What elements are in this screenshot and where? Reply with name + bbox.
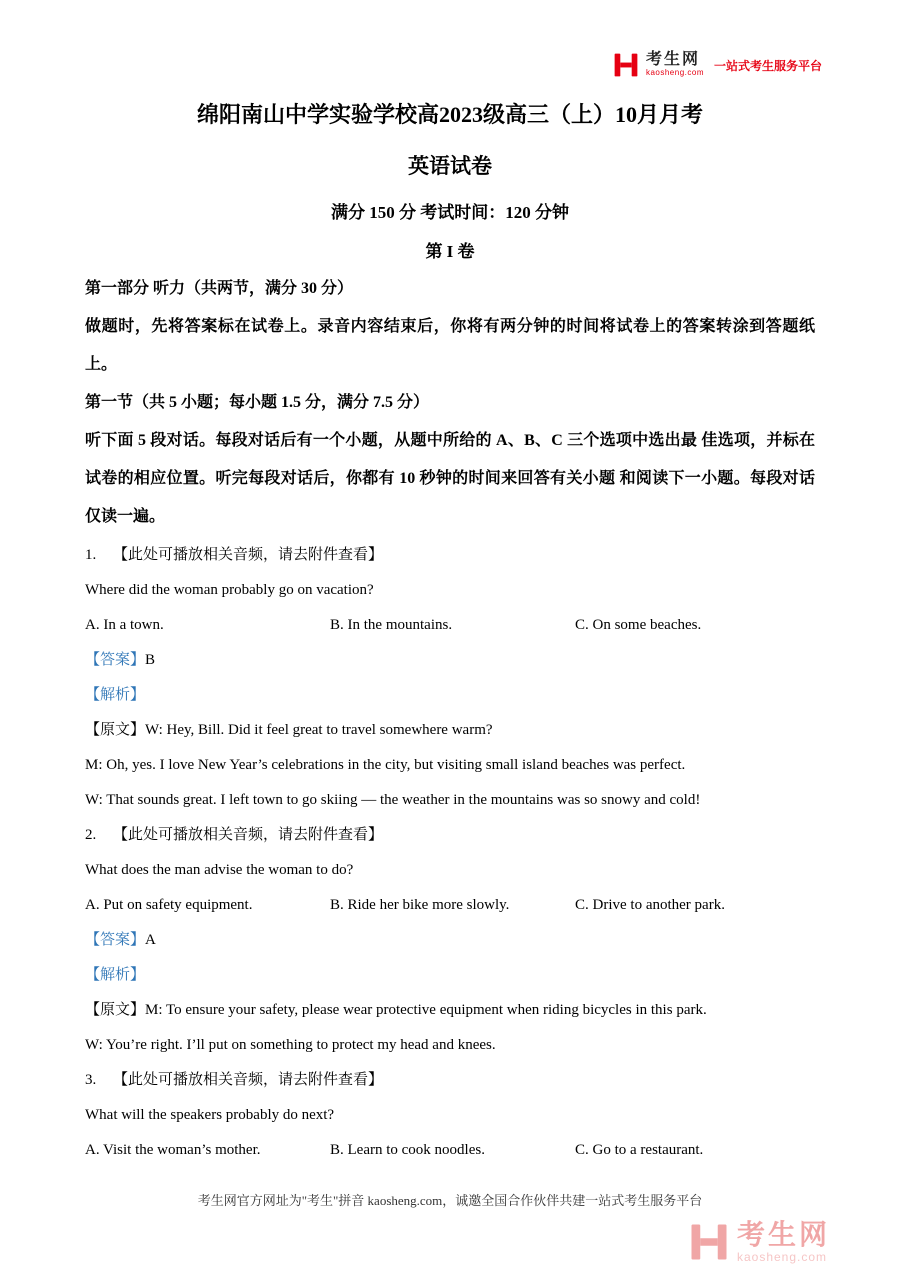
analysis-label: 【解析】 bbox=[85, 686, 146, 703]
option-a: A. Put on safety equipment. bbox=[85, 896, 253, 913]
analysis-line bbox=[85, 958, 815, 993]
section1-note: 听下面 5 段对话。每段对话后有一个小题，从题中所给的 A、B、C 三个选项中选出最 佳选项，并标在试卷的相应位置。听完每段对话后，你都有 10 秒钟的时间来回答有关小题 和阅读下一小题。每段对话仅读一遍。 bbox=[85, 431, 815, 525]
option-a: A. In a town. bbox=[85, 616, 164, 633]
audio-placeholder: 【此处可播放相关音频，请去附件查看】 bbox=[113, 546, 384, 563]
kaosheng-header-logo bbox=[613, 52, 822, 78]
question-1 bbox=[85, 538, 815, 818]
option-c: C. On some beaches. bbox=[575, 616, 702, 633]
option-b: B. Learn to cook noodles. bbox=[330, 1141, 485, 1158]
question-number: 2. bbox=[85, 826, 97, 843]
option-a: A. Visit the woman’s mother. bbox=[85, 1141, 261, 1158]
brand-tagline: 一站式考生服务平台 bbox=[713, 58, 822, 73]
score-and-time-line: 满分 150 分 考试时间：120 分钟 bbox=[331, 202, 569, 222]
answer-label: 【答案】 bbox=[85, 931, 146, 948]
options-row bbox=[85, 608, 815, 643]
part1-note: 做题时，先将答案标在试卷上。录音内容结束后，你将有两分钟的时间将试卷上的答案转涂到答题纸上。 bbox=[85, 317, 815, 373]
answer-value: B bbox=[145, 651, 156, 668]
transcript-line: W: You’re right. I’ll put on something to protect my head and knees. bbox=[85, 1036, 496, 1053]
question-number: 1. bbox=[85, 546, 97, 563]
question-2 bbox=[85, 818, 815, 1063]
kaosheng-watermark bbox=[689, 1221, 830, 1263]
question-text: What will the speakers probably do next? bbox=[85, 1106, 335, 1123]
options-row bbox=[85, 1133, 815, 1168]
transcript-text: W: Hey, Bill. Did it feel great to travel somewhere warm? bbox=[145, 721, 493, 738]
watermark-domain: kaosheng.com bbox=[736, 1250, 828, 1264]
section1-heading: 第一节（共 5 小题；每小题 1.5 分，满分 7.5 分） bbox=[85, 393, 430, 411]
exam-subtitle: 英语试卷 bbox=[408, 153, 492, 178]
audio-line bbox=[85, 1063, 815, 1098]
kaosheng-watermark-icon bbox=[689, 1222, 729, 1262]
option-b: B. In the mountains. bbox=[330, 616, 453, 633]
transcript-label: 【原文】 bbox=[85, 721, 146, 738]
option-c: C. Go to a restaurant. bbox=[575, 1141, 704, 1158]
audio-placeholder: 【此处可播放相关音频，请去附件查看】 bbox=[113, 826, 384, 843]
options-row bbox=[85, 888, 815, 923]
answer-line bbox=[85, 923, 815, 958]
answer-line bbox=[85, 643, 815, 678]
audio-placeholder: 【此处可播放相关音频，请去附件查看】 bbox=[113, 1071, 384, 1088]
audio-line bbox=[85, 538, 815, 573]
answer-value: A bbox=[145, 931, 156, 948]
option-b: B. Ride her bike more slowly. bbox=[330, 896, 510, 913]
transcript-line: W: That sounds great. I left town to go skiing — the weather in the mountains was so snowy and cold! bbox=[85, 791, 701, 808]
audio-line bbox=[85, 818, 815, 853]
footer-text: 考生网官方网址为"考生"拼音 kaosheng.com，诚邀全国合作伙伴共建一站式考生服务平台 bbox=[197, 1193, 703, 1208]
analysis-label: 【解析】 bbox=[85, 966, 146, 983]
watermark-text-block bbox=[737, 1221, 830, 1263]
transcript-line bbox=[85, 993, 815, 1028]
questions-area bbox=[85, 538, 815, 1168]
option-c: C. Drive to another park. bbox=[575, 896, 725, 913]
kaosheng-logo-icon bbox=[613, 52, 639, 78]
question-text: Where did the woman probably go on vacation? bbox=[85, 581, 374, 598]
watermark-brand: 考生网 bbox=[736, 1219, 830, 1250]
transcript-text: M: To ensure your safety, please wear protective equipment when riding bicycles in this park. bbox=[145, 1001, 707, 1018]
transcript-line: M: Oh, yes. I love New Year’s celebrations in the city, but visiting small island beaches was perfect. bbox=[85, 756, 686, 773]
analysis-line bbox=[85, 678, 815, 713]
volume-heading: 第 I 卷 bbox=[425, 241, 475, 261]
question-text: What does the man advise the woman to do? bbox=[85, 861, 354, 878]
part1-heading: 第一部分 听力（共两节，满分 30 分） bbox=[85, 279, 354, 297]
transcript-line bbox=[85, 713, 815, 748]
brand-name: 考生网 bbox=[645, 51, 700, 69]
question-3 bbox=[85, 1063, 815, 1168]
brand-domain: kaosheng.com bbox=[645, 68, 704, 78]
brand-text-block bbox=[646, 52, 704, 77]
exam-title: 绵阳南山中学实验学校高2023级高三（上）10月月考 bbox=[196, 102, 703, 127]
transcript-label: 【原文】 bbox=[85, 1001, 146, 1018]
answer-label: 【答案】 bbox=[85, 651, 146, 668]
question-number: 3. bbox=[85, 1071, 97, 1088]
